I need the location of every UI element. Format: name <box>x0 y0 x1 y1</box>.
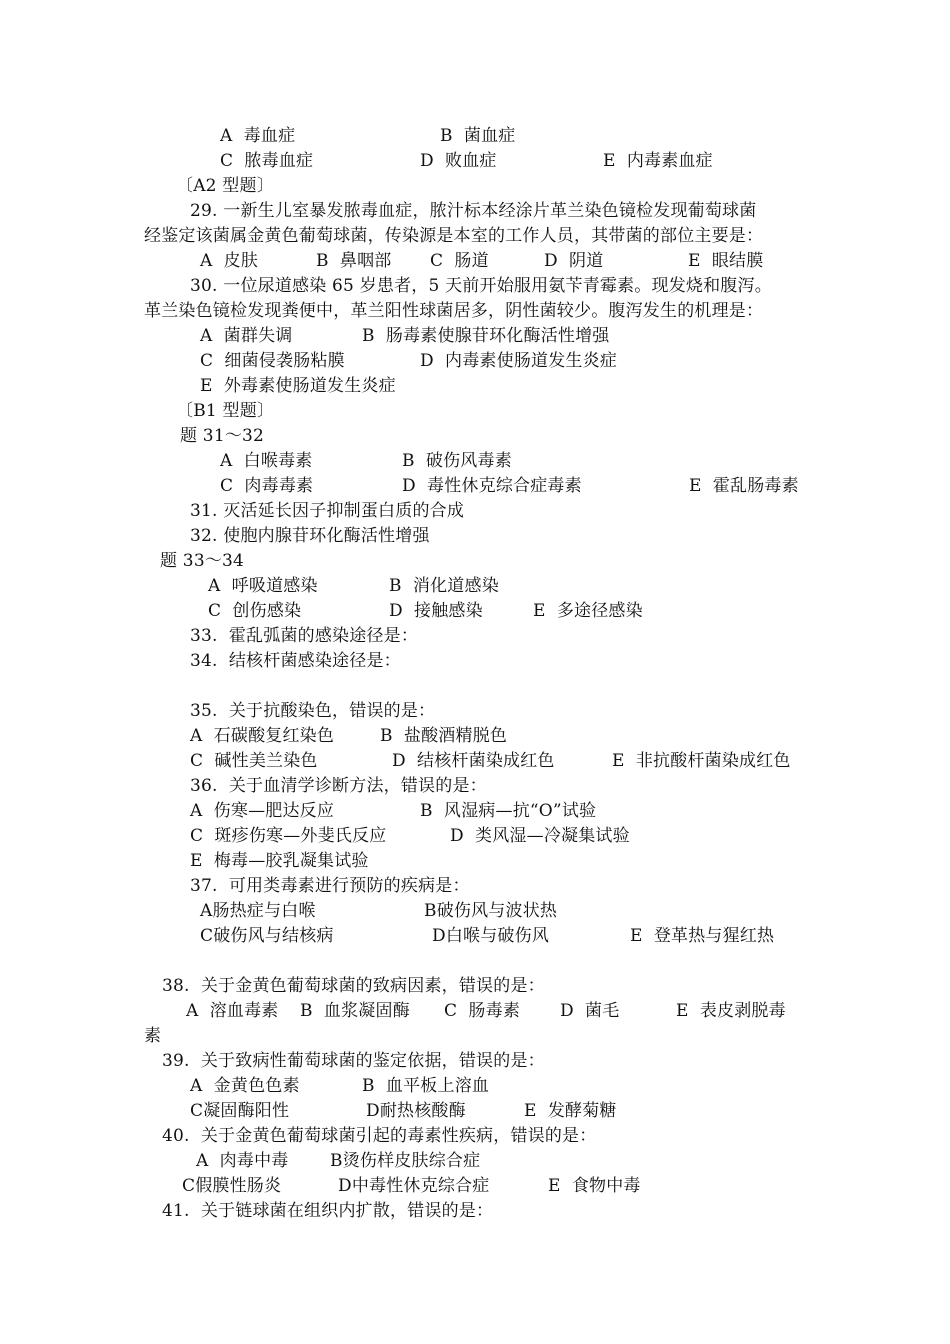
option-e: E 登革热与猩红热 <box>630 926 775 946</box>
option-b: B 破伤风毒素 <box>402 451 512 471</box>
option-c: C 脓毒血症 <box>220 151 314 171</box>
question-text: 40. 关于金黄色葡萄球菌引起的毒素性疾病，错误的是： <box>162 1126 597 1146</box>
option-a: A 溶血毒素 <box>186 1001 279 1021</box>
question-text: 31. 灭活延长因子抑制蛋白质的合成 <box>190 501 465 521</box>
option-c: C 创伤感染 <box>208 601 302 621</box>
option-c: C假膜性肠炎 <box>182 1176 282 1196</box>
question-text: 29. 一新生儿室暴发脓毒血症，脓汁标本经涂片革兰染色镜检发现葡萄球菌 <box>190 201 757 221</box>
question-text-continued: 经鉴定该菌属金黄色葡萄球菌，传染源是本室的工作人员，其带菌的部位主要是： <box>144 226 764 246</box>
option-d: D 败血症 <box>420 151 497 171</box>
option-b: B 风湿病—抗“O”试验 <box>420 801 597 821</box>
question-text: 32. 使胞内腺苷环化酶活性增强 <box>190 526 430 546</box>
option-c: C 肉毒毒素 <box>220 476 314 496</box>
option-b: B 血平板上溶血 <box>362 1076 490 1096</box>
option-d: D中毒性休克综合症 <box>338 1176 490 1196</box>
option-c: C 碱性美兰染色 <box>190 751 318 771</box>
option-b: B 肠毒素使腺苷环化酶活性增强 <box>362 326 610 346</box>
question-text: 38. 关于金黄色葡萄球菌的致病因素，错误的是： <box>162 976 545 996</box>
option-e: E 眼结膜 <box>688 251 764 271</box>
question-group-label: 题 33～34 <box>160 551 245 571</box>
option-e: E 表皮剥脱毒 <box>676 1001 786 1021</box>
option-d: D 结核杆菌染成红色 <box>392 751 555 771</box>
option-e: E 霍乱肠毒素 <box>689 476 799 496</box>
option-c: C 肠毒素 <box>444 1001 521 1021</box>
option-a: A 伤寒—肥达反应 <box>190 801 335 821</box>
option-e-continued: 素 <box>144 1026 162 1046</box>
option-d: D 接触感染 <box>389 601 483 621</box>
option-c: C 细菌侵袭肠粘膜 <box>200 351 345 371</box>
option-a: A 白喉毒素 <box>220 451 313 471</box>
option-d: D 阴道 <box>544 251 604 271</box>
option-d: D白喉与破伤风 <box>432 926 550 946</box>
option-d: D 内毒素使肠道发生炎症 <box>420 351 618 371</box>
option-c: C破伤风与结核病 <box>200 926 334 946</box>
question-text: 34. 结核杆菌感染途径是： <box>190 651 401 671</box>
section-heading: 〔B1 型题〕 <box>176 401 275 421</box>
option-b: B破伤风与波状热 <box>424 901 558 921</box>
option-c: C 肠道 <box>430 251 489 271</box>
option-a: A 金黄色色素 <box>190 1076 300 1096</box>
option-a: A 呼吸道感染 <box>208 576 318 596</box>
question-text: 30. 一位尿道感染 65 岁患者，5 天前开始服用氨苄青霉素。现发烧和腹泻。 <box>190 276 772 296</box>
option-e: E 多途径感染 <box>533 601 643 621</box>
section-heading: 〔A2 型题〕 <box>176 176 274 196</box>
option-e: E 非抗酸杆菌染成红色 <box>612 751 791 771</box>
option-b: B 鼻咽部 <box>316 251 392 271</box>
option-a: A 肉毒中毒 <box>196 1151 289 1171</box>
question-text: 36. 关于血清学诊断方法，错误的是： <box>190 776 487 796</box>
option-b: B 血浆凝固酶 <box>300 1001 410 1021</box>
option-a: A 石碳酸复红染色 <box>190 726 335 746</box>
question-text: 37. 可用类毒素进行预防的疾病是： <box>190 876 470 896</box>
option-b: B 消化道感染 <box>389 576 499 596</box>
option-a: A 毒血症 <box>220 126 296 146</box>
option-a: A 皮肤 <box>200 251 259 271</box>
option-c: C 斑疹伤寒—外斐氏反应 <box>190 826 387 846</box>
question-text: 35. 关于抗酸染色，错误的是： <box>190 701 436 721</box>
option-e: E 外毒素使肠道发生炎症 <box>200 376 396 396</box>
question-text: 33. 霍乱弧菌的感染途径是： <box>190 626 419 646</box>
option-e: E 发酵菊糖 <box>524 1101 617 1121</box>
option-b: B 盐酸酒精脱色 <box>380 726 508 746</box>
option-d: D耐热核酸酶 <box>366 1101 466 1121</box>
option-c: C凝固酶阳性 <box>190 1101 290 1121</box>
question-text: 41. 关于链球菌在组织内扩散，错误的是： <box>162 1201 494 1221</box>
option-b: B烫伤样皮肤综合症 <box>330 1151 481 1171</box>
option-d: D 菌毛 <box>560 1001 620 1021</box>
question-group-label: 题 31～32 <box>180 426 265 446</box>
option-e: E 内毒素血症 <box>603 151 713 171</box>
option-e: E 梅毒—胶乳凝集试验 <box>190 851 369 871</box>
option-a: A 菌群失调 <box>200 326 293 346</box>
question-text-continued: 革兰染色镜检发现粪便中，革兰阳性球菌居多，阴性菌较少。腹泻发生的机理是： <box>144 301 764 321</box>
option-a: A肠热症与白喉 <box>200 901 316 921</box>
question-text: 39. 关于致病性葡萄球菌的鉴定依据，错误的是： <box>162 1051 545 1071</box>
option-d: D 毒性休克综合症毒素 <box>402 476 582 496</box>
option-b: B 菌血症 <box>440 126 516 146</box>
option-e: E 食物中毒 <box>548 1176 641 1196</box>
option-d: D 类风湿—冷凝集试验 <box>450 826 630 846</box>
